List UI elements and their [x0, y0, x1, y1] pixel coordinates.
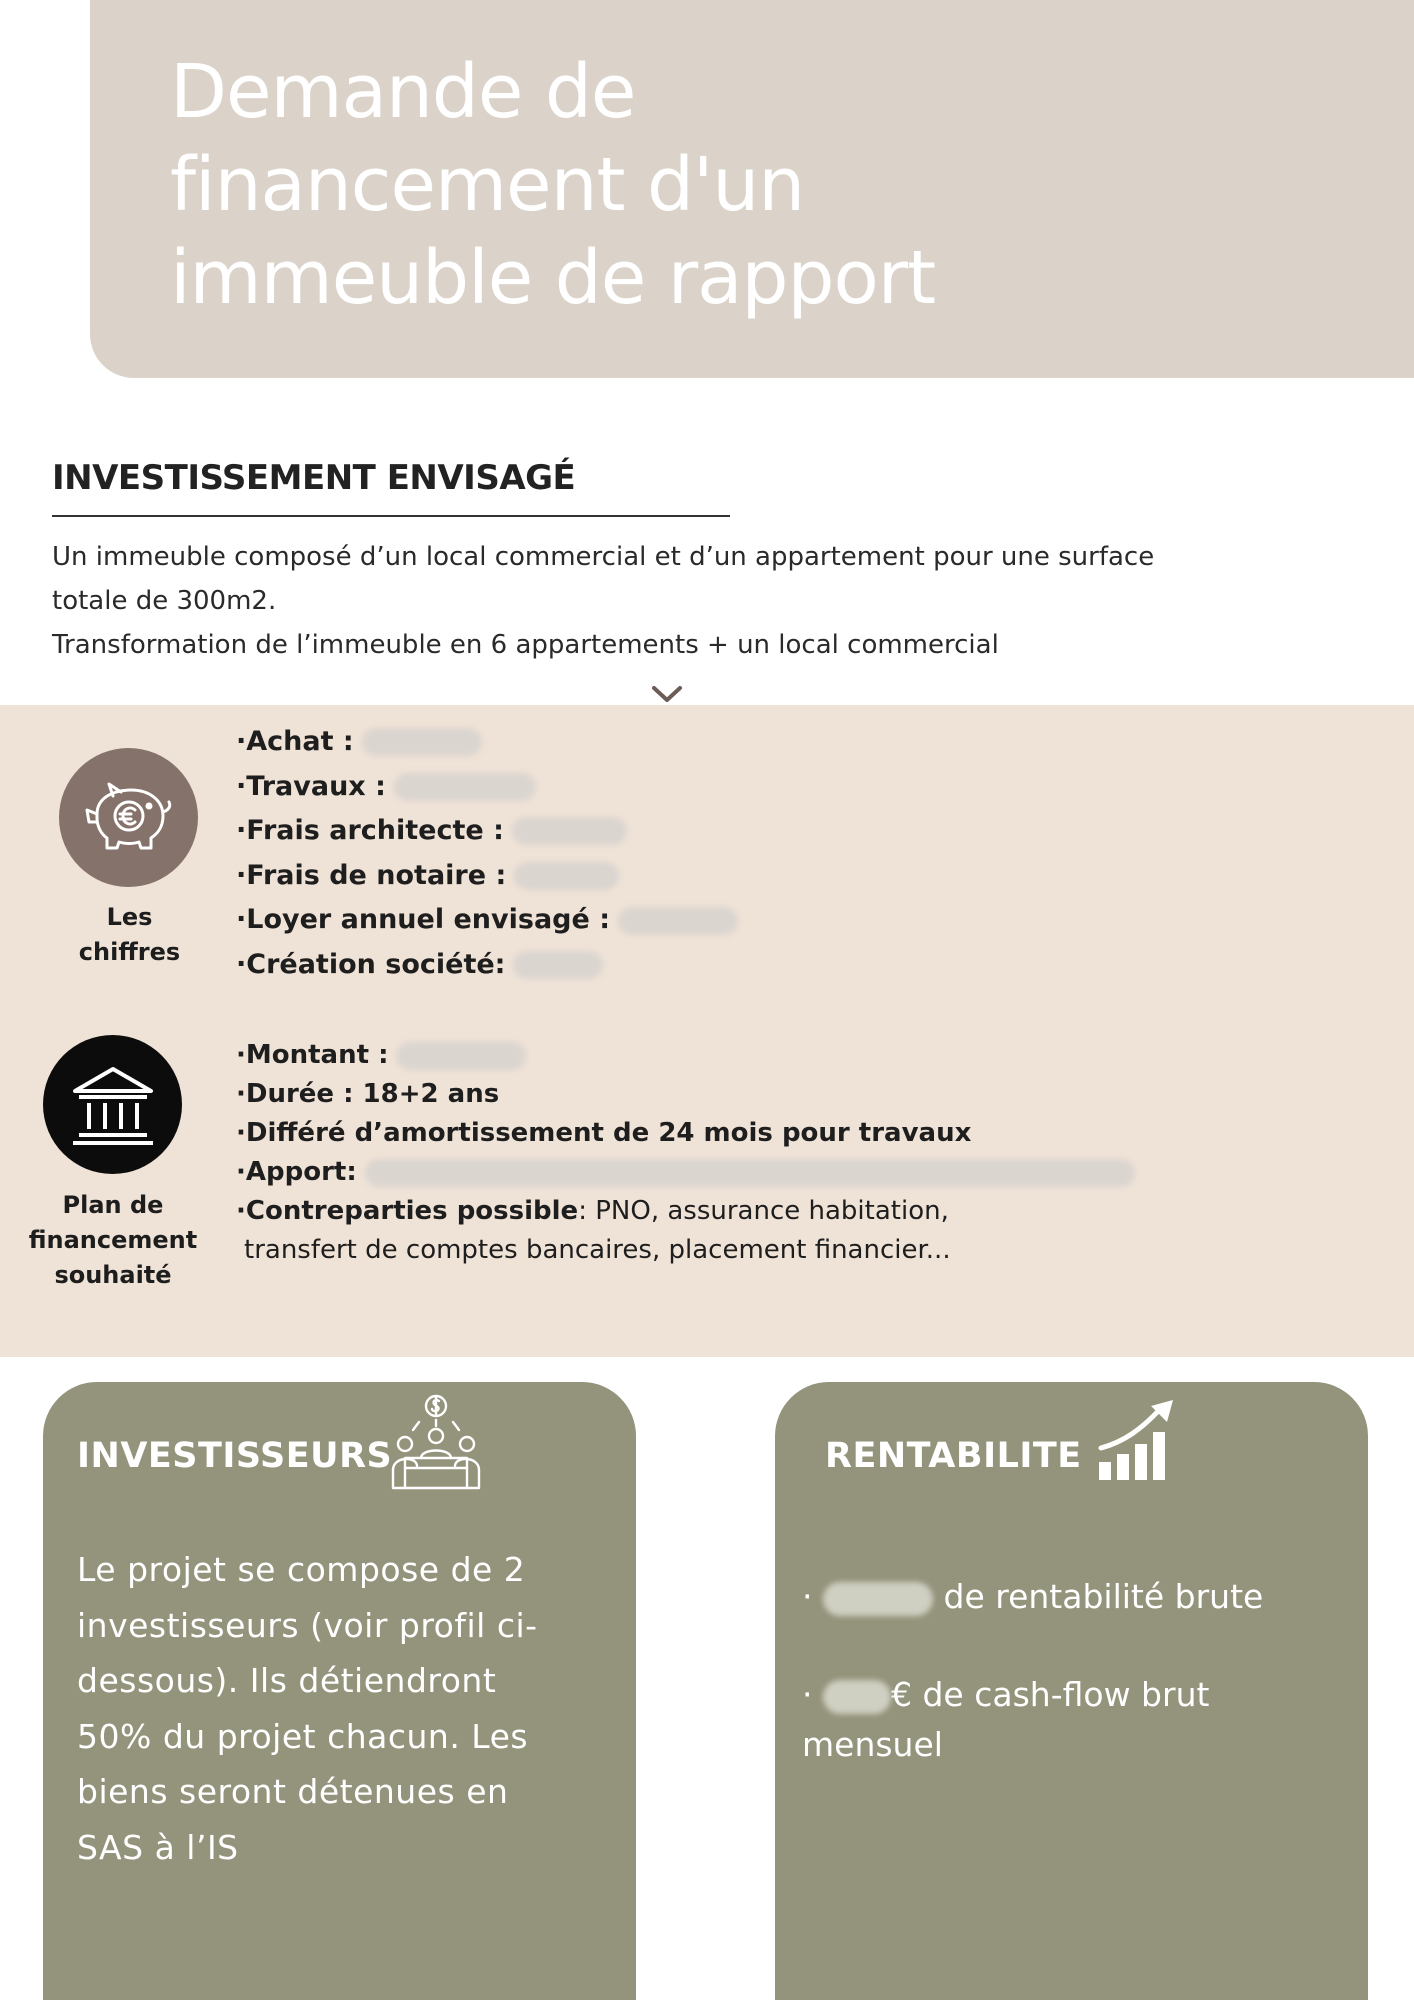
bank-icon	[65, 1057, 161, 1153]
rentabilite-card	[775, 1382, 1368, 2000]
list-item	[236, 720, 738, 765]
contreparties-continuation: transfert de comptes bancaires, placement financier...	[244, 1235, 951, 1265]
redacted-value	[365, 1159, 1135, 1187]
bank-circle	[43, 1035, 182, 1174]
list-item	[236, 1153, 1135, 1192]
achat-label: ·Achat :	[236, 726, 354, 757]
description-line-3: Transformation de l’immeuble en 6 appartements + un local commercial	[52, 630, 999, 660]
list-item	[236, 1192, 1135, 1231]
rentabilite-brute-item	[802, 1572, 1342, 1622]
redacted-value	[513, 951, 603, 979]
list-item	[236, 765, 738, 810]
investissement-description	[52, 535, 1332, 667]
investisseurs-line-4: 50% du projet chacun. Les	[77, 1716, 529, 1756]
investisseurs-text	[77, 1542, 597, 1875]
redacted-value	[823, 1582, 933, 1616]
list-item	[236, 854, 738, 899]
contreparties-value: : PNO, assurance habitation,	[578, 1196, 949, 1226]
bullet: ·	[802, 1577, 813, 1616]
travaux-label: ·Travaux :	[236, 770, 386, 802]
duree-label: ·Durée : 18+2 ans	[236, 1079, 500, 1109]
investisseurs-line-2: investisseurs (voir profil ci-	[77, 1605, 538, 1645]
growth-chart-icon	[1095, 1398, 1181, 1484]
plan-label-line-2: financement	[28, 1226, 198, 1254]
investisseurs-line-3: dessous). Ils détiendront	[77, 1661, 497, 1700]
redacted-value	[512, 817, 627, 845]
list-item	[236, 1036, 1135, 1075]
page-title-line-3: immeuble de rapport	[170, 235, 936, 321]
redacted-value	[618, 907, 738, 935]
list-item	[236, 1075, 1135, 1114]
rentabilite-title: RENTABILITE	[825, 1436, 1082, 1476]
description-line-1: Un immeuble composé d’un local commercial et d’un appartement pour une surface	[52, 542, 1155, 572]
differe-label: ·Différé d’amortissement de 24 mois pour travaux	[236, 1118, 972, 1148]
frais-notaire-label: ·Frais de notaire :	[236, 859, 507, 891]
investisseurs-line-5: biens seront détenues en	[77, 1772, 509, 1811]
frais-architecte-label: ·Frais architecte :	[236, 815, 504, 847]
chiffres-list	[236, 720, 738, 988]
bullet: ·	[802, 1675, 813, 1714]
contreparties-label: ·Contreparties possible	[236, 1196, 579, 1226]
plan-label-line-3: souhaité	[54, 1261, 172, 1289]
investisseurs-card	[43, 1382, 636, 2000]
redacted-value	[514, 862, 619, 890]
redacted-value	[394, 773, 536, 801]
page-title-line-1: Demande de	[170, 49, 636, 135]
cash-flow-text: € de cash-flow brut	[891, 1675, 1210, 1714]
cash-flow-item	[802, 1670, 1342, 1720]
page-title-line-2: financement d'un	[170, 142, 805, 228]
description-line-2: totale de 300m2.	[52, 586, 277, 616]
apport-label: ·Apport:	[236, 1157, 357, 1187]
loyer-annuel-label: ·Loyer annuel envisagé :	[236, 904, 611, 936]
plan-list	[236, 1036, 1135, 1270]
plan-label	[22, 1188, 204, 1293]
header-banner	[90, 0, 1414, 378]
list-item	[236, 809, 738, 854]
chiffres-label: Les chiffres	[78, 903, 181, 966]
investors-group-icon	[389, 1392, 483, 1492]
piggy-bank-circle	[59, 748, 198, 887]
plan-label-line-1: Plan de	[62, 1191, 164, 1219]
list-item	[236, 1114, 1135, 1153]
redacted-value	[396, 1042, 526, 1070]
investissement-title: INVESTISSEMENT ENVISAGÉ	[52, 458, 576, 498]
creation-societe-label: ·Création société:	[236, 948, 506, 980]
redacted-value	[823, 1680, 891, 1714]
cash-flow-continuation: mensuel	[802, 1725, 943, 1764]
redacted-value	[362, 728, 482, 756]
page-title	[170, 46, 1070, 325]
rentabilite-brute-text: de rentabilité brute	[943, 1577, 1264, 1616]
montant-label: ·Montant :	[236, 1040, 389, 1070]
list-item	[236, 943, 738, 988]
section-divider	[52, 515, 730, 517]
chevron-down-icon	[650, 682, 684, 706]
investisseurs-title: INVESTISSEURS	[77, 1436, 393, 1476]
piggy-bank-euro-icon	[79, 778, 179, 858]
investisseurs-line-1: Le projet se compose de 2	[77, 1550, 526, 1589]
rentabilite-text	[802, 1572, 1342, 1770]
list-item	[236, 898, 738, 943]
investisseurs-line-6: SAS à l’IS	[77, 1827, 239, 1867]
